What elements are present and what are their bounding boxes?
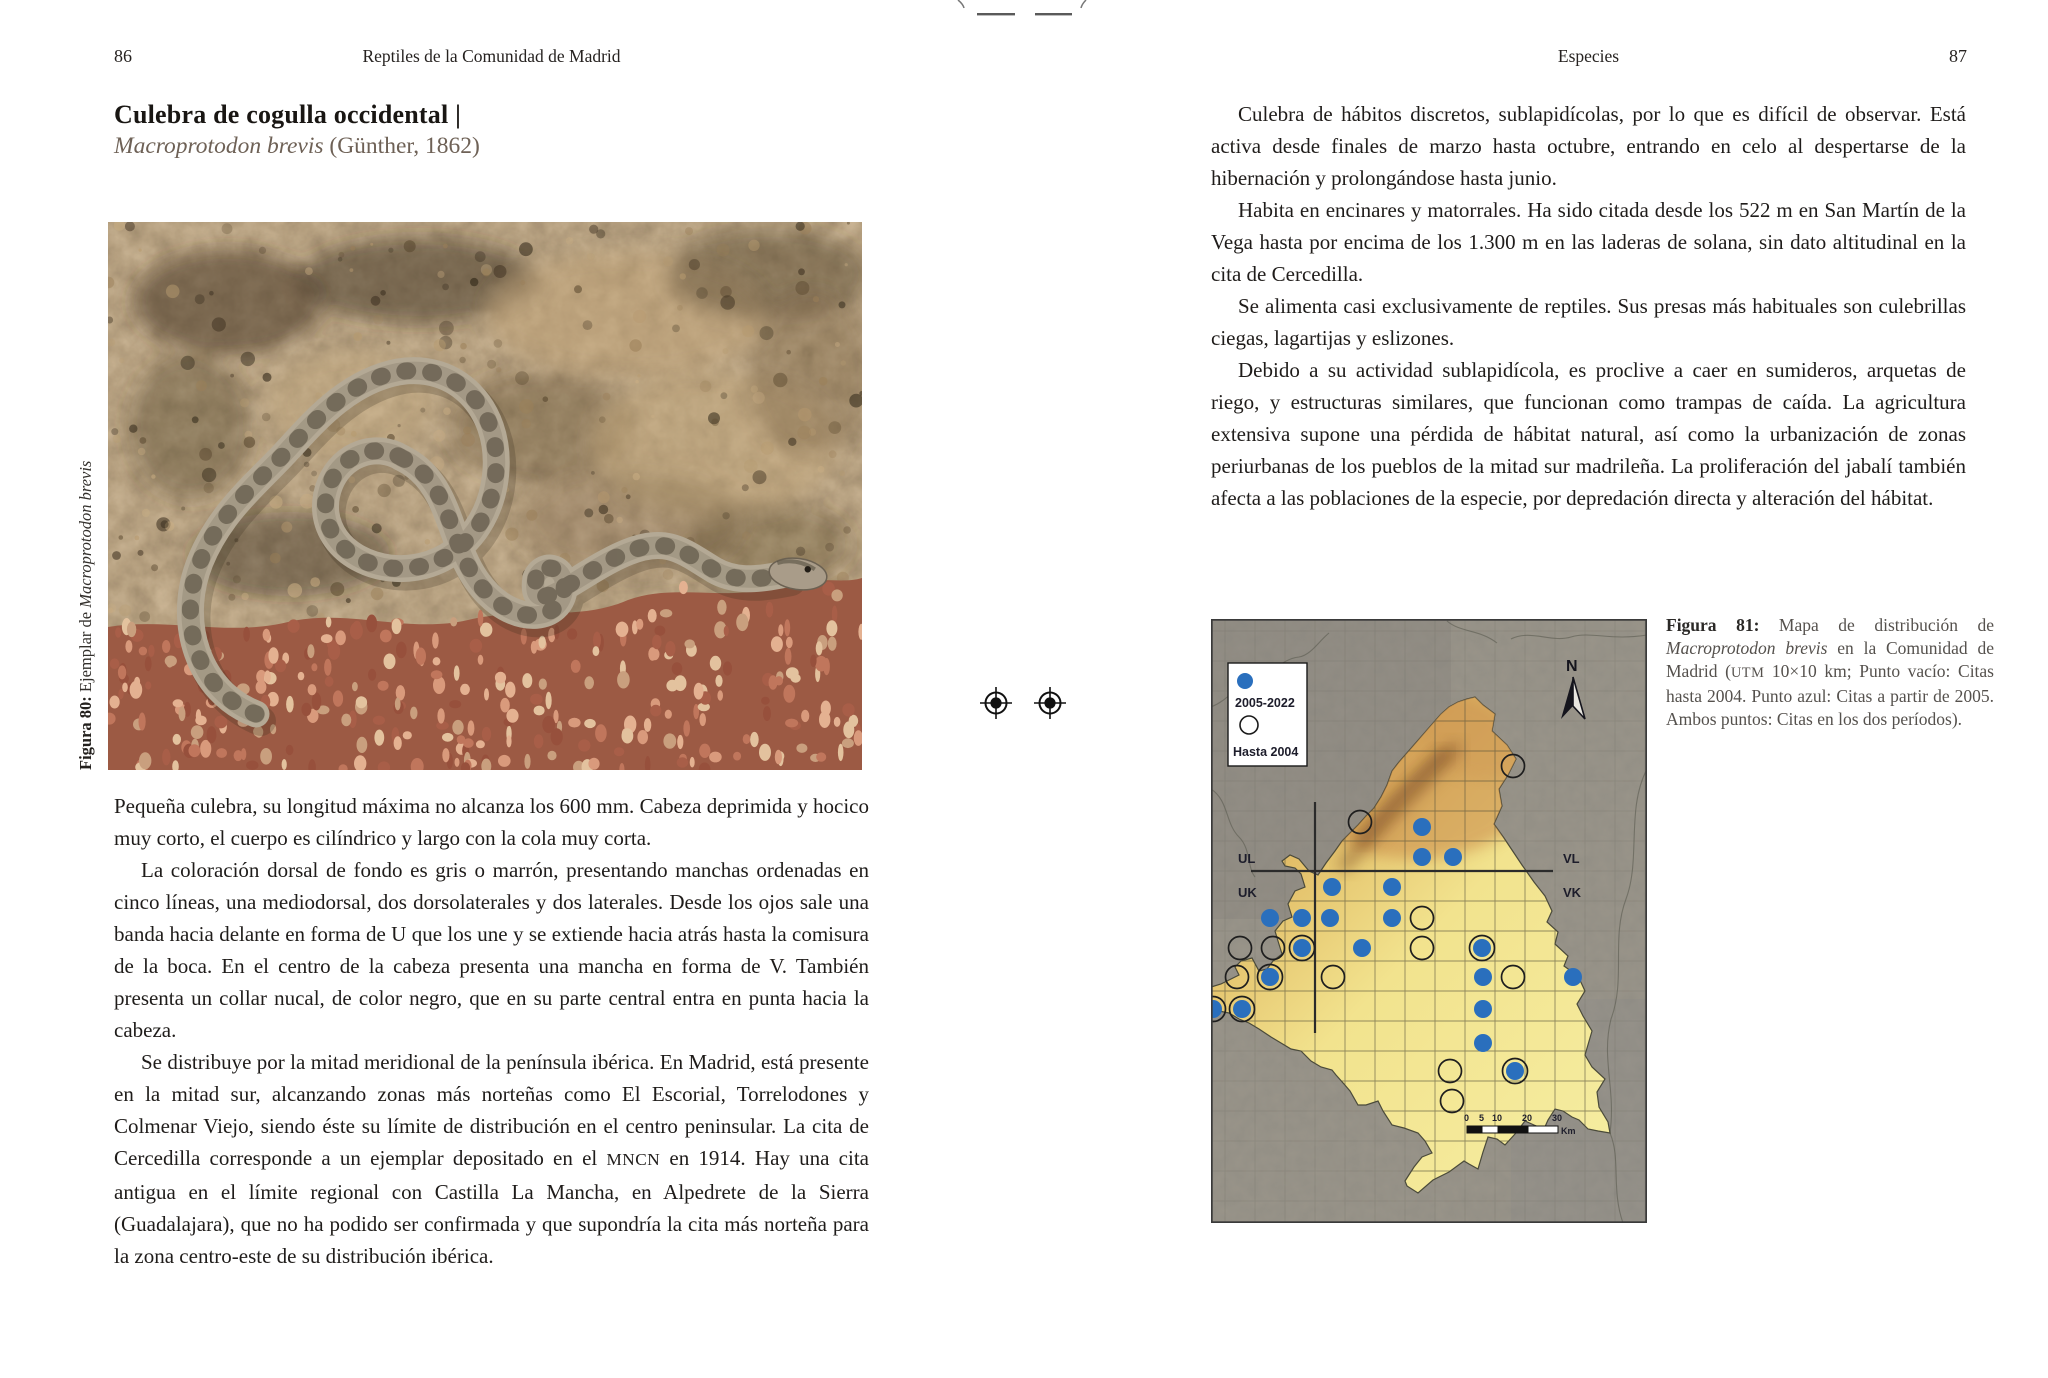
species-authority: (Günther, 1862) — [323, 133, 480, 159]
species-latin-name: Macroprotodon brevis — [114, 133, 324, 159]
museum-acronym: MNCN — [606, 1150, 661, 1169]
page-number-left: 86 — [114, 46, 132, 66]
running-header-left: Reptiles de la Comunidad de Madrid — [362, 46, 621, 66]
legend-new-label: 2005-2022 — [1235, 696, 1295, 710]
svg-text:0: 0 — [1464, 1113, 1470, 1123]
svg-text:30: 30 — [1552, 1113, 1563, 1123]
svg-text:5: 5 — [1479, 1113, 1485, 1123]
figure-80-caption: Figura 80: Ejemplar de Macroprotodon brevis — [76, 460, 95, 770]
species-subtitle — [114, 133, 480, 160]
grid-label-vl: VL — [1563, 851, 1580, 866]
figure-81-map — [1211, 619, 1647, 1223]
legend-old-label: Hasta 2004 — [1233, 745, 1299, 759]
svg-text:10: 10 — [1492, 1113, 1503, 1123]
grid-label-ul: UL — [1238, 851, 1256, 866]
figure-80-photo — [108, 222, 862, 770]
legend-new-dot — [1237, 673, 1253, 689]
registration-mark-icon — [1034, 687, 1066, 719]
scale-unit: Km — [1561, 1126, 1576, 1136]
left-body-text — [114, 790, 869, 1272]
svg-text:N: N — [1566, 658, 1578, 675]
paragraph: Habita en encinares y matorrales. Ha sido citada desde los 522 m en San Martín de la Vega hasta por encima de los 1.300 m en las laderas de solana, sin dato altitudinal en la cita de Cercedilla. — [1211, 198, 1966, 286]
figure-81-caption: Figura 81: Mapa de distribución de Macroprotodon brevis en la Comunidad de Madrid (UTM 10×10 km; Punto vacío: Citas hasta 2004. Punto azul: Citas a partir de 2005. Ambos puntos: Citas en los dos períodos). — [1666, 615, 1994, 729]
paragraph: Se alimenta casi exclusivamente de reptiles. Sus presas más habituales son culebrillas ciegas, lagartijas y eslizones. — [1211, 294, 1966, 350]
registration-mark-icon — [980, 687, 1012, 719]
grid-label-vk: VK — [1563, 885, 1582, 900]
paragraph: Pequeña culebra, su longitud máxima no alcanza los 600 mm. Cabeza deprimida y hocico muy corto, el cuerpo es cilíndrico y largo con la cola muy corta. — [114, 794, 869, 850]
paragraph: Culebra de hábitos discretos, sublapidícolas, por lo que es difícil de observar. Está activa desde finales de marzo hasta octubre, entrando en celo al despertarse de la hibernación y prolongándose hasta junio. — [1211, 102, 1966, 190]
paragraph: Se distribuye por la mitad meridional de la península ibérica. En Madrid, está presente en la mitad sur, alcanzando zonas más norteñas como El Escorial, Torrelodones y Colmenar Viejo, siendo éste su límite de distribución en el centro peninsular. La cita de Cercedilla corresponde a un ejemplar depositado en el MNCN en 1914. Hay una cita antigua en el límite regional con Castilla La Mancha, en Alpedrete de la Sierra (Guadalajara), que no ha podido ser confirmada y que supondría la cita más norteña para la zona centro-este de su distribución ibérica. — [114, 1050, 869, 1268]
paragraph: Debido a su actividad sublapidícola, es proclive a caer en sumideros, arquetas de riego, y estructuras similares, que funcionan como trampas de caída. La agricultura extensiva supone una pérdida de hábitat natural, así como la urbanización de zonas periurbanas de los pueblos de la mitad sur madrileña. La proliferación del jabalí también afecta a las poblaciones de la especie, por depredación directa y alteración del hábitat. — [1211, 358, 1966, 510]
paragraph: La coloración dorsal de fondo es gris o marrón, presentando manchas ordenadas en cinco líneas, una mediodorsal, dos dorsolaterales y dos laterales. Desde los ojos sale una banda hacia delante en forma de U que los une y se extiende hacia atrás hasta la comisura de la boca. En el centro de la cabeza presenta una mancha en forma de V. También presenta un collar nucal, de color negro, que en su parte central entra en punta hacia la cabeza. — [114, 858, 869, 1042]
map-legend — [1228, 663, 1307, 766]
grid-label-uk: UK — [1238, 885, 1257, 900]
page-number-right: 87 — [1949, 46, 1967, 66]
svg-text:20: 20 — [1522, 1113, 1533, 1123]
print-crop-marks — [950, 0, 1100, 22]
running-header-right: Especies — [1557, 46, 1620, 66]
registration-marks — [978, 683, 1084, 723]
utm-acronym: UTM — [1730, 665, 1765, 681]
species-title: Culebra de cogulla occidental | — [114, 100, 462, 129]
right-body-text — [1211, 98, 1966, 514]
